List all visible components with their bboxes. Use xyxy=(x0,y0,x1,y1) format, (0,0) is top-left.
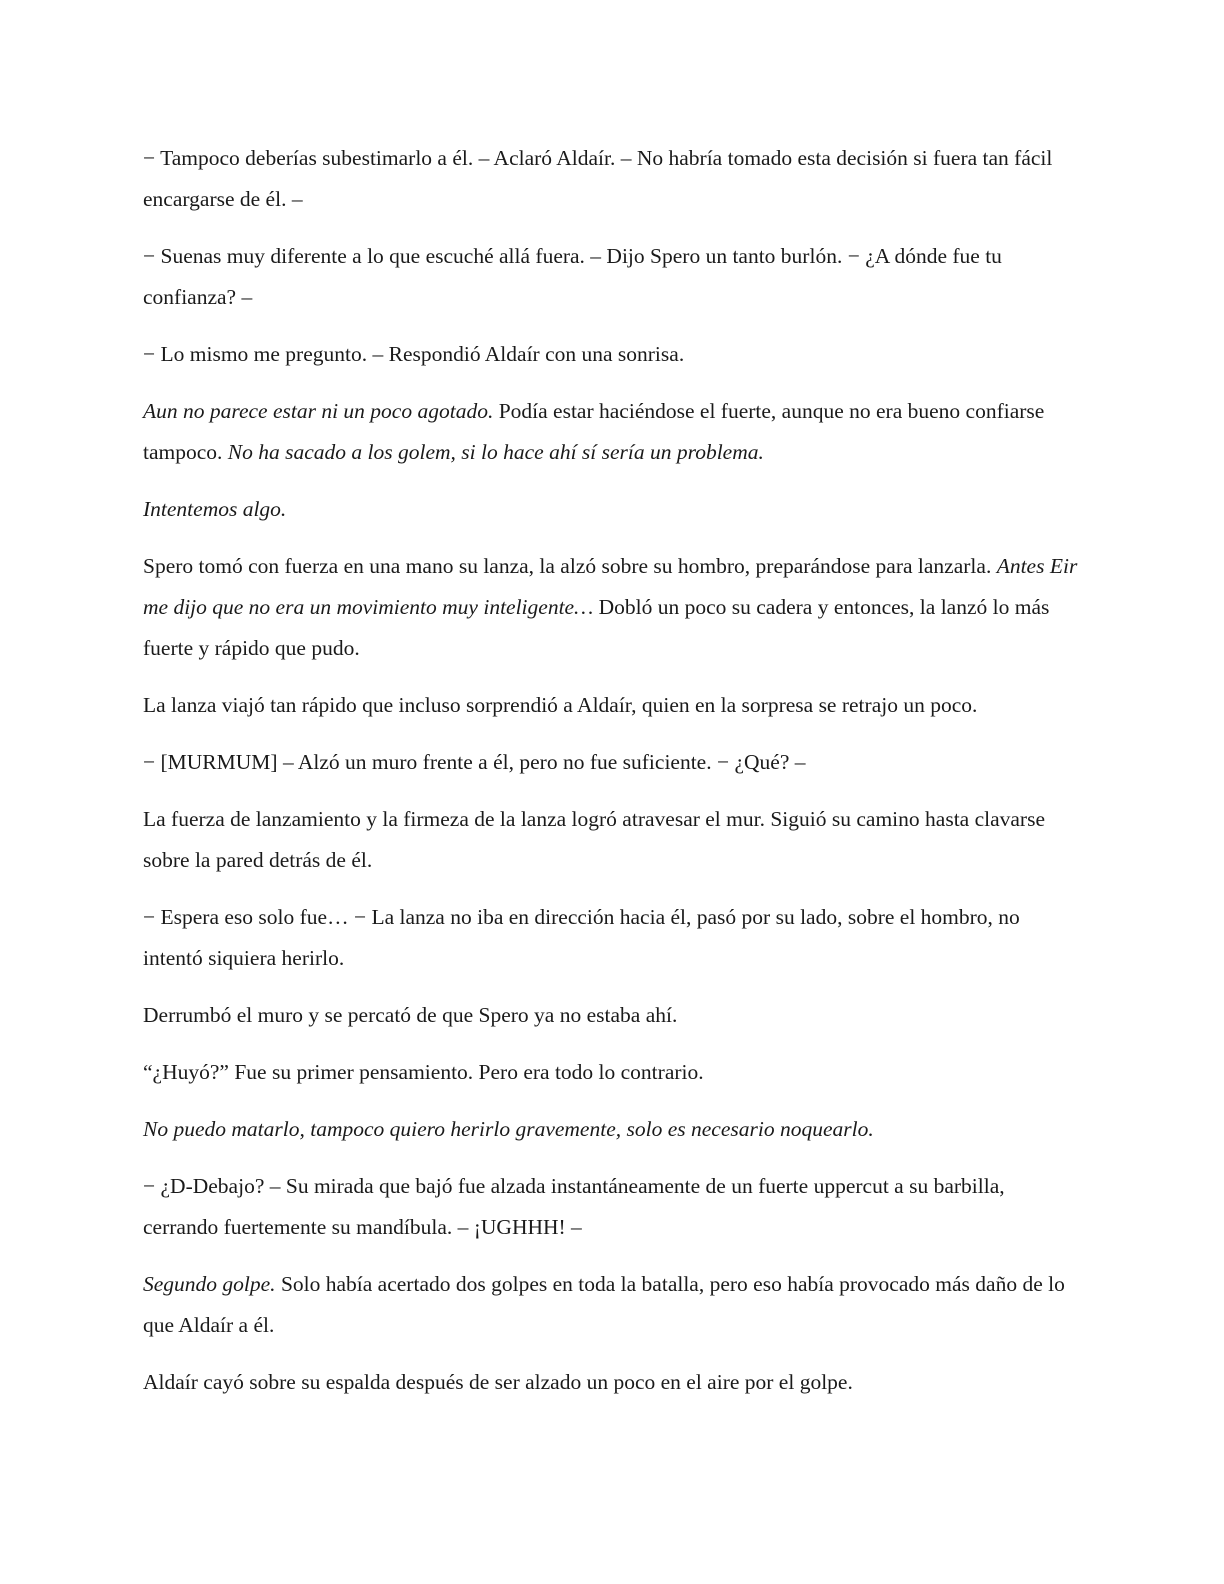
text-run: Spero tomó con fuerza en una mano su lanza, la alzó sobre su hombro, preparándose para lanzarla. xyxy=(143,554,997,578)
text-run: Dobló un poco su cadera y entonces, la lanzó lo más fuerte y rápido que pudo. xyxy=(143,595,1050,660)
text-run: Derrumbó el muro y se percató de que Spero ya no estaba ahí. xyxy=(143,1003,678,1027)
paragraph xyxy=(143,334,1078,375)
paragraph xyxy=(143,546,1078,669)
text-run: − Espera eso solo fue… − La lanza no iba en dirección hacia él, pasó por su lado, sobre el hombro, no intentó siquiera herirlo. xyxy=(143,905,1020,970)
text-run: − Lo mismo me pregunto. – Respondió Aldaír con una sonrisa. xyxy=(143,342,685,366)
italic-text-run: Antes Eir me dijo que no era un movimiento muy inteligente… xyxy=(143,554,1078,619)
italic-text-run: Aun no parece estar ni un poco agotado. xyxy=(143,399,494,423)
paragraph xyxy=(143,742,1078,783)
text-run: − Suenas muy diferente a lo que escuché allá fuera. – Dijo Spero un tanto burlón. − ¿A dónde fue tu confianza? – xyxy=(143,244,1002,309)
paragraph xyxy=(143,489,1078,530)
text-run: − Tampoco deberías subestimarlo a él. – Aclaró Aldaír. – No habría tomado esta decisión si fuera tan fácil encargarse de él. – xyxy=(143,146,1053,211)
text-run: “¿Huyó?” Fue su primer pensamiento. Pero era todo lo contrario. xyxy=(143,1060,704,1084)
text-run: − ¿D-Debajo? – Su mirada que bajó fue alzada instantáneamente de un fuerte uppercut a su barbilla, cerrando fuertemente su mandíbula. – ¡UGHHH! – xyxy=(143,1174,1005,1239)
italic-text-run: Intentemos algo. xyxy=(143,497,287,521)
text-run: Aldaír cayó sobre su espalda después de ser alzado un poco en el aire por el golpe. xyxy=(143,1370,853,1394)
paragraph xyxy=(143,1166,1078,1248)
paragraph xyxy=(143,685,1078,726)
paragraph xyxy=(143,995,1078,1036)
paragraph xyxy=(143,1109,1078,1150)
paragraph xyxy=(143,391,1078,473)
document-page xyxy=(143,138,1078,1419)
paragraph xyxy=(143,897,1078,979)
text-run: La fuerza de lanzamiento y la firmeza de la lanza logró atravesar el mur. Siguió su camino hasta clavarse sobre la pared detrás de él. xyxy=(143,807,1046,872)
paragraph xyxy=(143,1052,1078,1093)
italic-text-run: No ha sacado a los golem, si lo hace ahí sí sería un problema. xyxy=(227,440,764,464)
text-run: Solo había acertado dos golpes en toda la batalla, pero eso había provocado más daño de lo que Aldaír a él. xyxy=(143,1272,1065,1337)
paragraph xyxy=(143,236,1078,318)
paragraph xyxy=(143,138,1078,220)
paragraph xyxy=(143,799,1078,881)
text-run: La lanza viajó tan rápido que incluso sorprendió a Aldaír, quien en la sorpresa se retrajo un poco. xyxy=(143,693,978,717)
text-run: − [MURMUM] – Alzó un muro frente a él, pero no fue suficiente. − ¿Qué? – xyxy=(143,750,806,774)
paragraph xyxy=(143,1362,1078,1403)
text-run: Podía estar haciéndose el fuerte, aunque no era bueno confiarse tampoco. xyxy=(143,399,1045,464)
paragraph xyxy=(143,1264,1078,1346)
italic-text-run: No puedo matarlo, tampoco quiero herirlo gravemente, solo es necesario noquearlo. xyxy=(143,1117,874,1141)
italic-text-run: Segundo golpe. xyxy=(143,1272,276,1296)
